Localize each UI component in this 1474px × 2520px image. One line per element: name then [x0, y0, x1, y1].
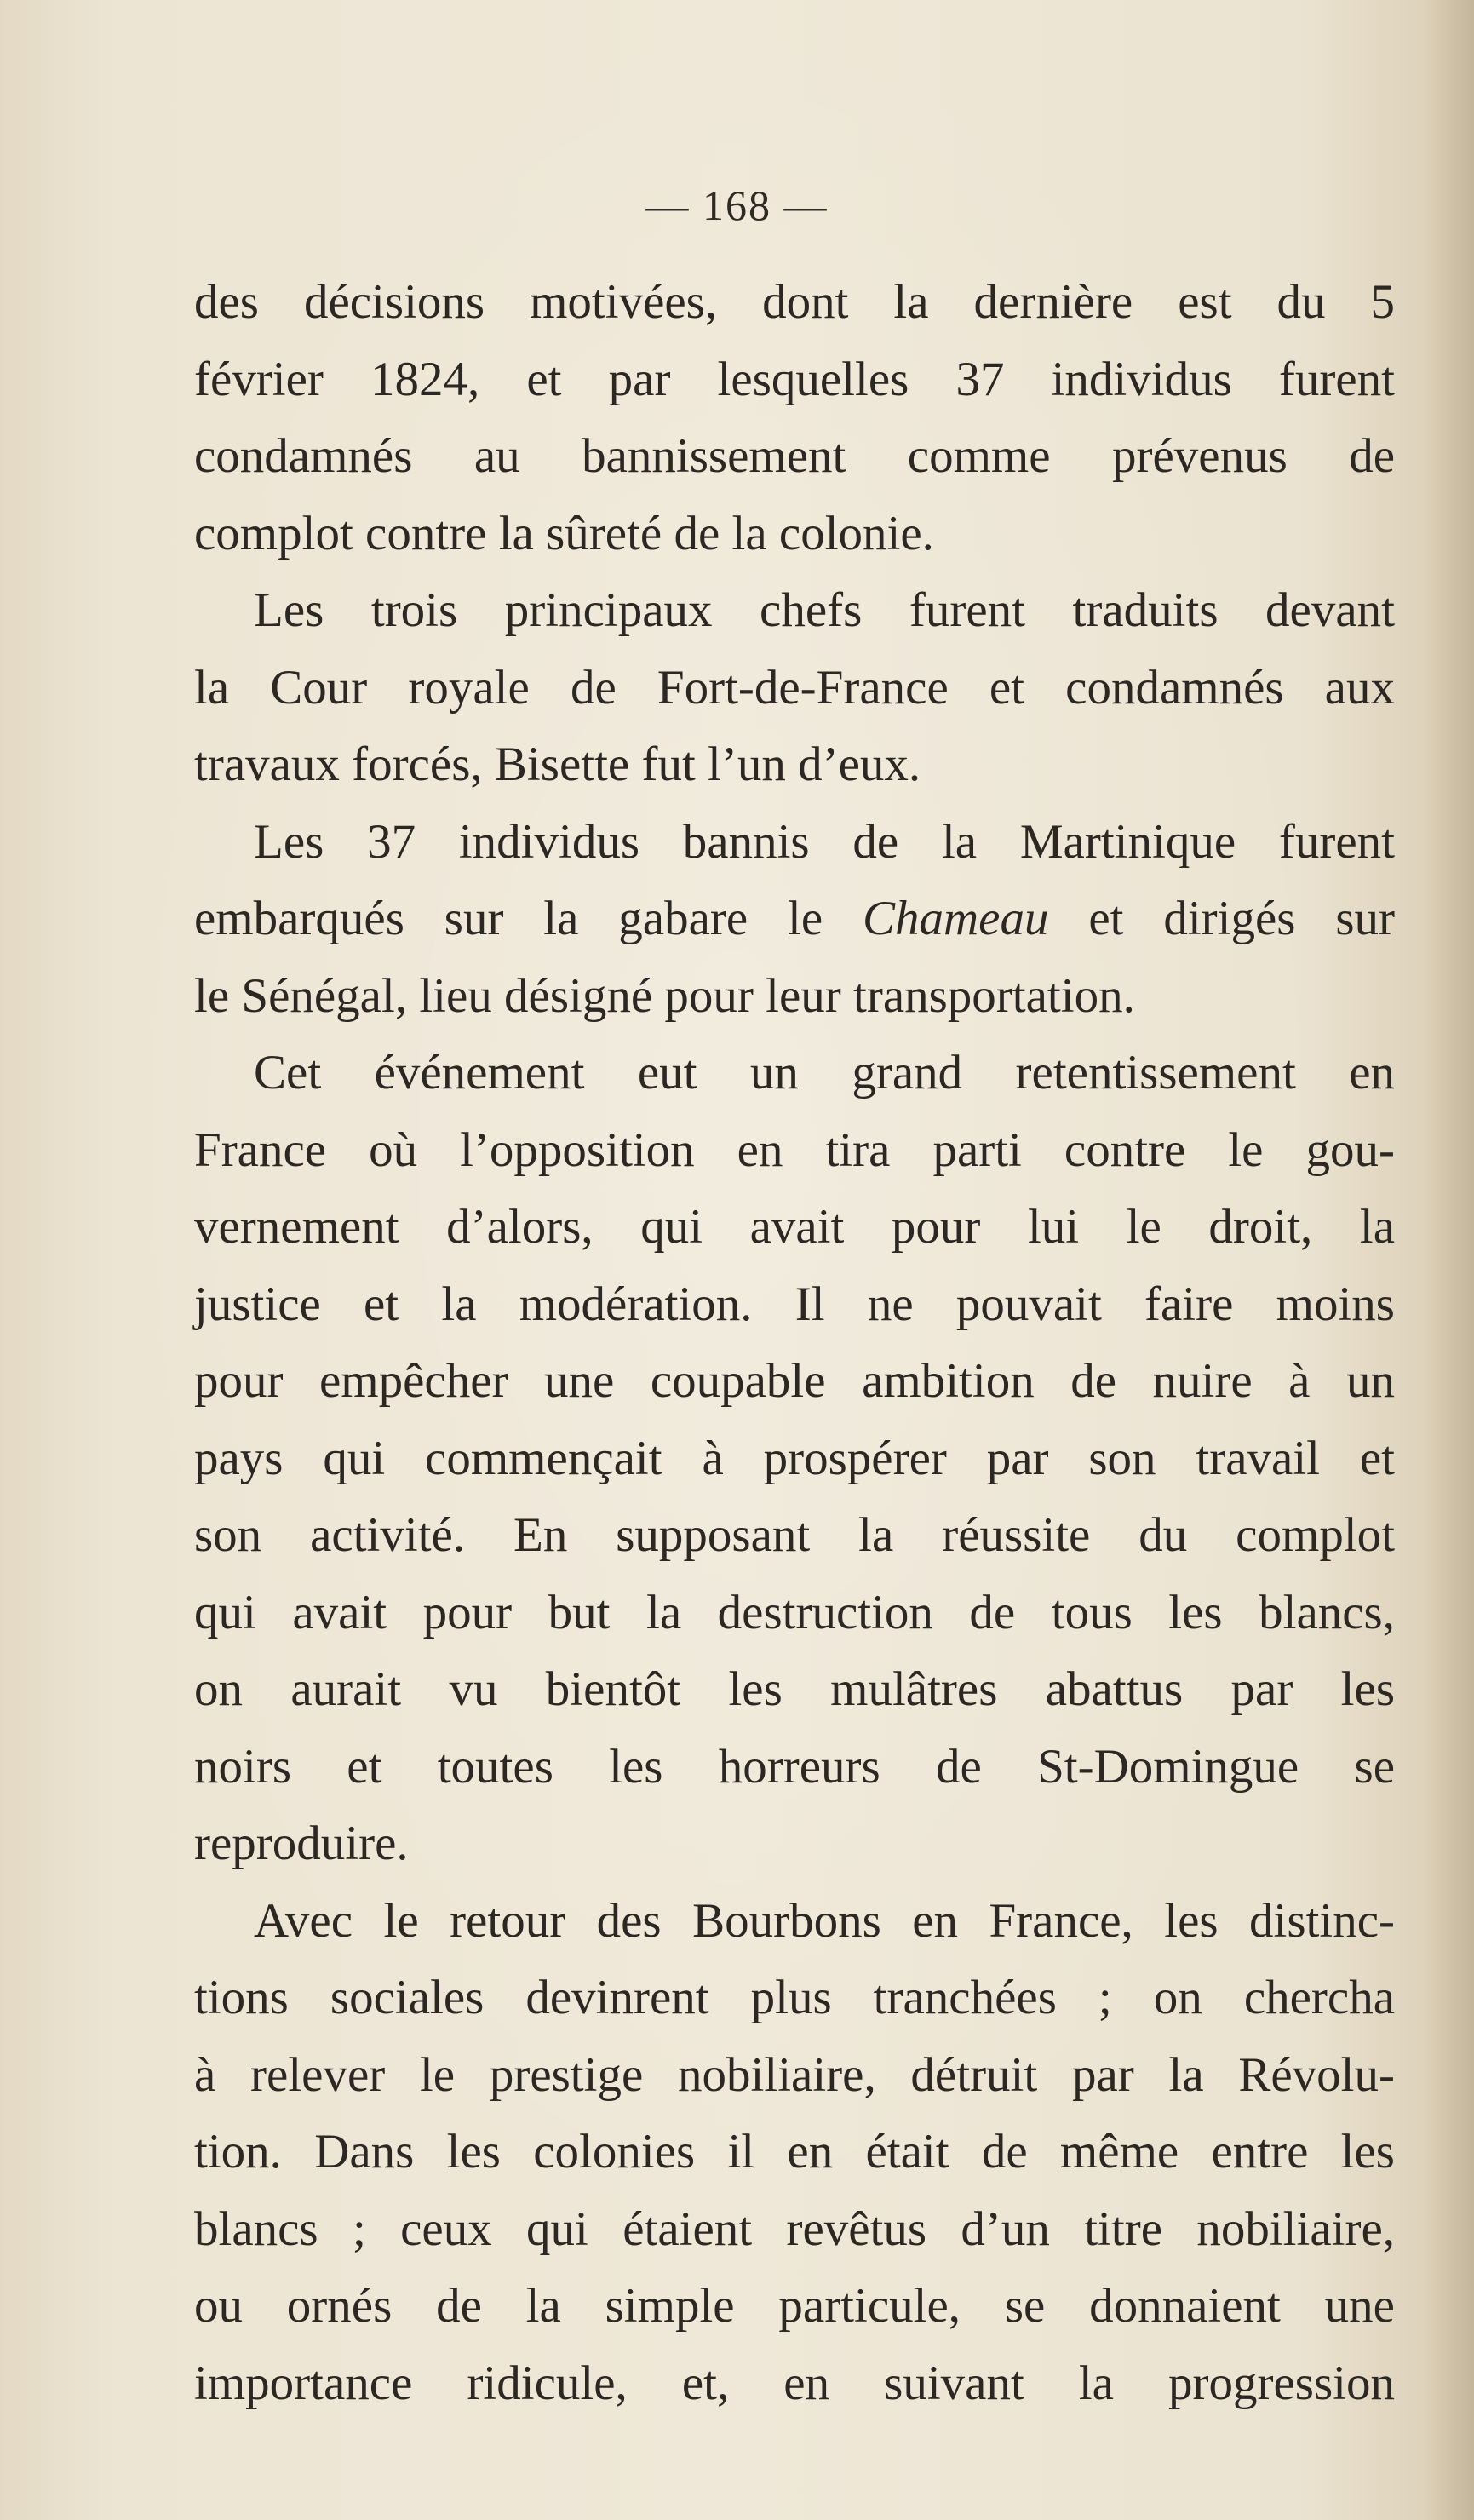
text-line: condamnés au bannissement comme prévenus de	[194, 429, 1395, 483]
body-text	[194, 264, 1395, 2422]
text-line: on aurait vu bientôt les mulâtres abattus par les	[194, 1662, 1395, 1716]
text-line-with-ship-name	[194, 881, 1395, 958]
text-line: le Sénégal, lieu désigné pour leur transportation.	[194, 968, 1135, 1023]
ship-name: Chameau	[863, 892, 1049, 945]
text-line: France où l’opposition en tira parti contre le gou-	[194, 1122, 1395, 1177]
text-line: son activité. En supposant la réussite du complot	[194, 1508, 1395, 1562]
text-line: tion. Dans les colonies il en était de même entre les	[194, 2125, 1395, 2178]
text-line: pays qui commençait à prospérer par son travail et	[194, 1431, 1395, 1485]
page-edge-shadow	[1423, 0, 1474, 2520]
paragraph-start-line: Les 37 individus bannis de la Martinique furent	[254, 814, 1395, 869]
text-line: importance ridicule, et, en suivant la progression	[194, 2356, 1395, 2410]
text-line: noirs et toutes les horreurs de St-Domingue se	[194, 1739, 1395, 1794]
text-line: des décisions motivées, dont la dernière est du 5	[194, 275, 1395, 329]
text-line: à relever le prestige nobiliaire, détruit par la Révolu-	[194, 2047, 1395, 2102]
text-line: février 1824, et par lesquelles 37 individus furent	[194, 352, 1395, 406]
paragraph-start-line: Cet événement eut un grand retentissement en	[254, 1046, 1395, 1099]
text-segment: et dirigés sur	[1048, 892, 1395, 945]
text-line: justice et la modération. Il ne pouvait faire moins	[194, 1277, 1395, 1331]
text-line: tions sociales devinrent plus tranchées ; on chercha	[194, 1971, 1395, 2024]
text-line: ou ornés de la simple particule, se donnaient une	[194, 2279, 1395, 2333]
text-line: pour empêcher une coupable ambition de nuire à un	[194, 1354, 1395, 1408]
text-line: travaux forcés, Bisette fut l’un d’eux.	[194, 738, 921, 791]
text-line: vernement d’alors, qui avait pour lui le droit, la	[194, 1200, 1395, 1254]
paragraph-start-line: Avec le retour des Bourbons en France, les distinc-	[254, 1893, 1395, 1948]
text-line: blancs ; ceux qui étaient revêtus d’un titre nobiliaire,	[194, 2201, 1395, 2256]
text-line: qui avait pour but la destruction de tous les blancs,	[194, 1585, 1395, 1639]
text-line: reproduire.	[194, 1817, 409, 1870]
text-line: complot contre la sûreté de la colonie.	[194, 506, 934, 560]
page-number: — 168 —	[645, 181, 829, 229]
text-line: la Cour royale de Fort-de-France et condamnés aux	[194, 660, 1395, 715]
text-segment: embarqués sur la gabare le	[194, 892, 863, 945]
paragraph-start-line: Les trois principaux chefs furent traduits devant	[254, 583, 1395, 637]
